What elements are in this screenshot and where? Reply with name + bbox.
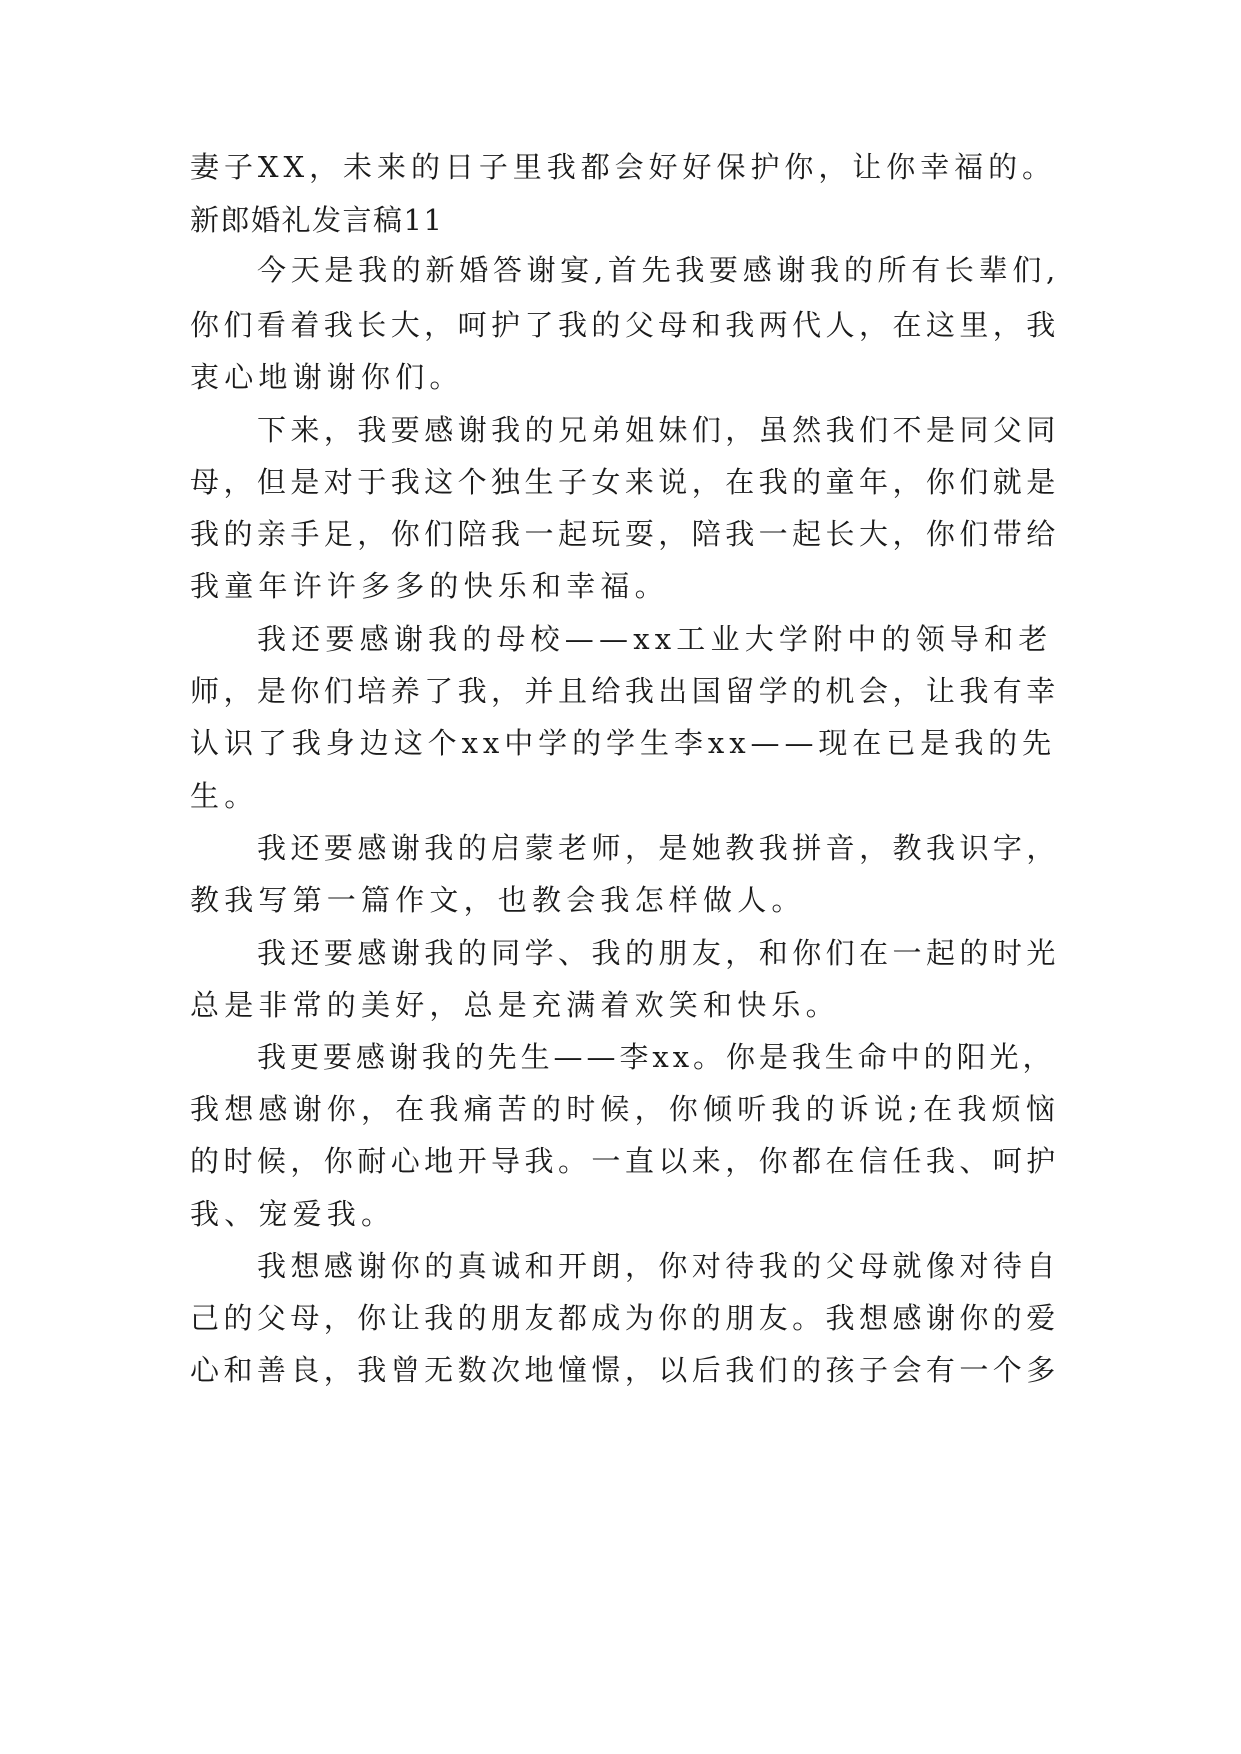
paragraph-line: 你们看着我长大，呵护了我的父母和我两代人，在这里，我 [190, 308, 1060, 342]
paragraph-line: 我还要感谢我的母校——xx工业大学附中的领导和老 [257, 622, 1053, 656]
paragraph-line: 下来，我要感谢我的兄弟姐妹们，虽然我们不是同父同 [257, 413, 1060, 447]
paragraph-line: 的时候，你耐心地开导我。一直以来，你都在信任我、呵护 [190, 1144, 1060, 1178]
paragraph-line: 己的父母，你让我的朋友都成为你的朋友。我想感谢你的爱 [190, 1301, 1060, 1335]
paragraph-line: 师，是你们培养了我，并且给我出国留学的机会，让我有幸 [190, 674, 1060, 708]
paragraph-line: 今天是我的新婚答谢宴,首先我要感谢我的所有长辈们, [257, 253, 1060, 287]
paragraph-line: 母，但是对于我这个独生子女来说，在我的童年，你们就是 [190, 465, 1060, 499]
paragraph-line: 我想感谢你的真诚和开朗，你对待我的父母就像对待自 [257, 1249, 1060, 1283]
paragraph-line: 衷心地谢谢你们。 [190, 360, 464, 394]
paragraph-line: 我的亲手足，你们陪我一起玩耍，陪我一起长大，你们带给 [190, 517, 1060, 551]
paragraph-line: 认识了我身边这个xx中学的学生李xx——现在已是我的先 [190, 726, 1057, 760]
paragraph-line: 生。 [190, 779, 259, 813]
paragraph-line: 总是非常的美好，总是充满着欢笑和快乐。 [190, 988, 840, 1022]
paragraph-line: 我还要感谢我的启蒙老师，是她教我拼音，教我识字， [257, 831, 1060, 865]
paragraph-line: 心和善良，我曾无数次地憧憬，以后我们的孩子会有一个多 [190, 1353, 1060, 1387]
paragraph-line: 我更要感谢我的先生——李xx。你是我生命中的阳光， [257, 1040, 1056, 1074]
paragraph-line: 我童年许许多多的快乐和幸福。 [190, 569, 669, 603]
section-title: 新郎婚礼发言稿11 [190, 203, 444, 237]
paragraph-line: 教我写第一篇作文，也教会我怎样做人。 [190, 883, 806, 917]
paragraph-line: 我还要感谢我的同学、我的朋友，和你们在一起的时光 [257, 936, 1060, 970]
paragraph-line: 我、宠爱我。 [190, 1197, 396, 1231]
previous-section-tail: 妻子XX，未来的日子里我都会好好保护你，让你幸福的。 [190, 150, 1056, 184]
paragraph-line: 我想感谢你，在我痛苦的时候，你倾听我的诉说;在我烦恼 [190, 1092, 1060, 1126]
